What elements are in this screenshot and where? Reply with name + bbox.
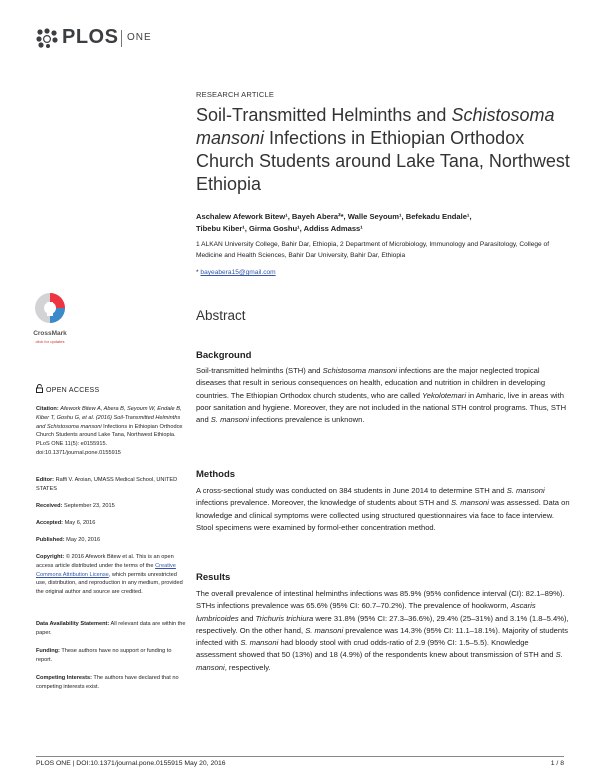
results-heading: Results <box>196 572 231 583</box>
published-label: Published: <box>36 537 65 543</box>
competing-interests-block <box>36 674 186 692</box>
text-run: Soil-transmitted helminths (STH) and <box>196 366 323 375</box>
editor-label: Editor: <box>36 477 55 483</box>
data-availability-text: All relevant data are within the paper. <box>36 621 186 636</box>
text-run: had bloody stool with crud odds-ratio of 2.9 (95% CI: 1.5–5.5). Knowledge assessment showed that 50 (13%) and 18 (4.9%) of the respondents knew about transmission of STH and <box>196 638 556 660</box>
published-block <box>36 536 186 545</box>
plos-dots-icon <box>36 28 58 48</box>
text-run: infections prevalence is unknown. <box>248 415 365 425</box>
text-italic: S. mansoni <box>210 415 249 425</box>
funding-text: These authors have no support or funding to report. <box>36 648 172 663</box>
copyright-label: Copyright: <box>36 554 65 560</box>
author-line: Aschalew Afework Bitew¹, Bayeh Abera²*, Walle Seyoum¹, Befekadu Endale¹, <box>196 212 472 221</box>
citation-block <box>36 405 186 458</box>
text-run: , respectively. <box>224 662 271 672</box>
open-access-label: OPEN ACCESS <box>46 387 100 394</box>
received-date: September 23, 2015 <box>64 503 115 509</box>
text-italic: Schistosoma mansoni <box>322 366 397 375</box>
text-italic: Yekolotemari <box>422 390 467 400</box>
title-part: Infections in Ethiopian Orthodox Church Students around Lake Tana, Northwest Ethiopia <box>196 128 570 194</box>
text-run: and <box>238 613 256 623</box>
article-title <box>196 104 576 196</box>
funding-label: Funding: <box>36 648 60 654</box>
background-heading: Background <box>196 350 252 361</box>
editor-block <box>36 476 186 494</box>
text-italic: S. mansoni <box>305 625 344 635</box>
author-line: Tibebu Kiber¹, Girma Goshu¹, Addiss Admass¹ <box>196 224 363 233</box>
competing-interests-label: Competing Interests: <box>36 675 92 681</box>
methods-heading: Methods <box>196 469 236 480</box>
text-run: A cross-sectional study was conducted on 384 students in June 2014 to determine STH and <box>196 486 507 495</box>
footer-divider <box>36 756 564 757</box>
text-italic: Ascaris lumbricoides <box>196 601 536 623</box>
results-paragraph <box>196 588 570 674</box>
title-part: Soil-Transmitted Helminths and <box>196 105 452 125</box>
text-run: infections are the major neglected tropical diseases that result in serious consequences on health, education and nutrition in children in developing countries. The Ethiopian Orthodox church students, who are called <box>196 366 546 400</box>
text-italic: S. mansoni <box>450 498 489 508</box>
text-run: infections prevalence. Moreover, the knowledge of students about STH and <box>196 498 451 508</box>
crossmark-icon <box>33 290 67 328</box>
text-run: was assessed. Data on knowledge and clinical symptoms were collected using structured questionnaires via face to face interview. Stool specimens were examined by formol-ether concentration method. <box>196 498 570 532</box>
open-access-badge <box>36 384 99 394</box>
text-italic: S. mansoni <box>196 650 563 672</box>
published-date: May 20, 2016 <box>66 537 101 543</box>
text-italic: S. mansoni <box>506 486 545 495</box>
text-run: The overall prevalence of intestinal helminths infections was 85.9% (95% confidence interval (CI): 82.1–89%). STHs infections prevalence was 65.6% (95% CI: 60.7–70.2%). The prevalence of hookworm, <box>196 589 565 611</box>
title-italic: Schistosoma mansoni <box>196 105 555 148</box>
page-number: 1 / 8 <box>550 760 564 767</box>
citation-italic: Schistosoma mansoni <box>46 423 102 430</box>
affiliations: 1 ALKAN University College, Bahir Dar, Ethiopia, 2 Department of Microbiology, Immunology and Parasitology, College of Medicine and Health Sciences, Bahir Dar University, Bahir Dar, Ethiopia <box>196 241 550 259</box>
email-marker: * <box>196 269 199 276</box>
funding-block <box>36 647 186 665</box>
plos-logo <box>36 25 176 51</box>
author-list <box>196 211 566 235</box>
editor-text: Raffi V. Aroian, UMASS Medical School, UNITED STATES <box>36 477 178 492</box>
accepted-block <box>36 519 186 528</box>
data-availability-block <box>36 620 186 638</box>
abstract-heading: Abstract <box>196 308 246 323</box>
logo-wordmark: PLOS <box>62 26 119 48</box>
email-link[interactable]: bayeabera15@gmail.com <box>200 269 276 276</box>
license-link[interactable]: Creative Commons Attribution License <box>36 562 176 578</box>
logo-journal-name: ONE <box>127 32 152 43</box>
open-lock-icon <box>36 384 43 393</box>
received-block <box>36 502 186 511</box>
accepted-label: Accepted: <box>36 520 64 526</box>
copyright-block <box>36 553 186 597</box>
citation-text: Infections in Ethiopian Orthodox Church Students around Lake Tana, Northwest Ethiopia. PLoS ONE 11(5): e0155915. doi:10.1371/journal.pone.0155915 <box>36 423 183 456</box>
citation-text: Afework Bitew A, Abera B, Seyoum W, Endale B, Kiber T, Goshu G, et al. (2016) Soil-Transmitted Helminths and <box>36 406 182 430</box>
crossmark-badge[interactable] <box>33 290 67 350</box>
accepted-date: May 6, 2016 <box>64 520 96 526</box>
crossmark-sublabel: click for updates <box>35 339 65 344</box>
article-type: RESEARCH ARTICLE <box>196 90 275 99</box>
copyright-text: , which permits unrestricted use, distribution, and reproduction in any medium, provided the original author and source are credited. <box>36 571 183 596</box>
citation-label: Citation: <box>36 406 59 412</box>
copyright-text: © 2016 Afework Bitew et al. This is an open access article distributed under the terms of the <box>36 554 174 569</box>
text-italic: Trichuris trichiura <box>255 613 314 623</box>
text-run: prevalence was 14.3% (95% CI: 11.1–18.1%). Majority of students infected with <box>196 625 569 648</box>
logo-divider <box>121 30 122 47</box>
text-italic: S. mansoni <box>240 638 279 648</box>
background-paragraph <box>196 365 570 426</box>
corresponding-email <box>196 269 276 276</box>
methods-paragraph <box>196 485 570 534</box>
footer-citation: PLOS ONE | DOI:10.1371/journal.pone.0155915 May 20, 2016 <box>36 760 226 767</box>
crossmark-label: CrossMark <box>33 330 67 337</box>
received-label: Received: <box>36 503 63 509</box>
competing-interests-text: The authors have declared that no competing interests exist. <box>36 675 179 690</box>
text-run: in Amharic, live in areas with poor sanitation and hygiene. Moreover, they are not included in the national STH control programs. Thus, STH and <box>196 390 567 425</box>
text-run: were 31.8% (95% CI: 27.3–36.6%), 29.4% (25–31%) and 3.1% (1.8–5.4%), respectively. On the other hand, <box>196 613 569 635</box>
data-availability-label: Data Availability Statement: <box>36 621 110 627</box>
